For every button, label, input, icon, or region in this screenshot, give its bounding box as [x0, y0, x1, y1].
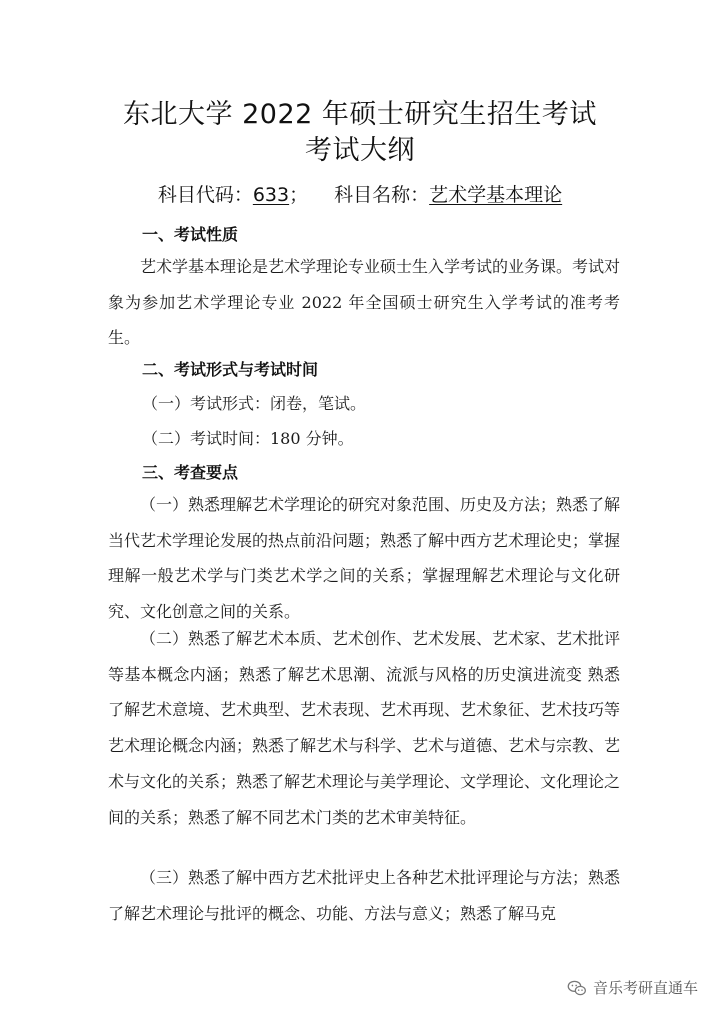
wechat-icon — [567, 978, 587, 998]
subject-separator: ； — [289, 184, 309, 206]
subject-code-value: 633 — [252, 184, 290, 206]
watermark — [567, 977, 698, 998]
document-title: 东北大学 2022 年硕士研究生招生考试 — [123, 99, 597, 130]
document-subtitle: 考试大纲 — [305, 135, 415, 166]
subject-name-value: 艺术学基本理论 — [429, 184, 563, 206]
paragraph-key-point-1: （一）熟悉理解艺术学理论的研究对象范围、历史及方法；熟悉了解当代艺术学理论发展的热点前沿问题；熟悉了解中西方艺术理论史；掌握理解一般艺术学与门类艺术学之间的关系；掌握理解艺术理论与文化研究、文化创意之间的关系。 — [108, 495, 621, 622]
watermark-text: 音乐考研直通车 — [592, 979, 698, 997]
section-heading-format: 二、考试形式与考试时间 — [142, 360, 319, 379]
subject-name-label: 科目名称： — [334, 184, 430, 206]
section-heading-key-points: 三、考查要点 — [142, 463, 239, 482]
paragraph-exam-nature: 艺术学基本理论是艺术学理论专业硕士生入学考试的业务课。考试对象为参加艺术学理论专业 2022 年全国硕士研究生入学考试的准考考生。 — [108, 257, 621, 348]
paragraph-key-point-3: （三）熟悉了解中西方艺术批评史上各种艺术批评理论与方法；熟悉了解艺术理论与批评的概念、功能、方法与意义；熟悉了解马克 — [108, 868, 621, 923]
paragraph-key-point-2: （二）熟悉了解艺术本质、艺术创作、艺术发展、艺术家、艺术批评等基本概念内涵；熟悉了解艺术思潮、流派与风格的历史演进流变 熟悉了解艺术意境、艺术典型、艺术表现、艺术再现、艺术象征、艺术技巧等艺术理论概念内涵；熟悉了解艺术与科学、艺术与道德、艺术与宗教、艺术与文化的关系；熟悉了解艺术理论与美学理论、文学理论、文化理论之间的关系；熟悉了解不同艺术门类的艺术审美特征。 — [108, 629, 621, 827]
section-heading-nature: 一、考试性质 — [142, 225, 239, 244]
list-item-exam-time: （二）考试时间：180 分钟。 — [142, 429, 354, 448]
subject-code-label: 科目代码： — [157, 184, 253, 206]
subject-line — [0, 180, 720, 207]
list-item-exam-form: （一）考试形式：闭卷，笔试。 — [142, 394, 367, 413]
